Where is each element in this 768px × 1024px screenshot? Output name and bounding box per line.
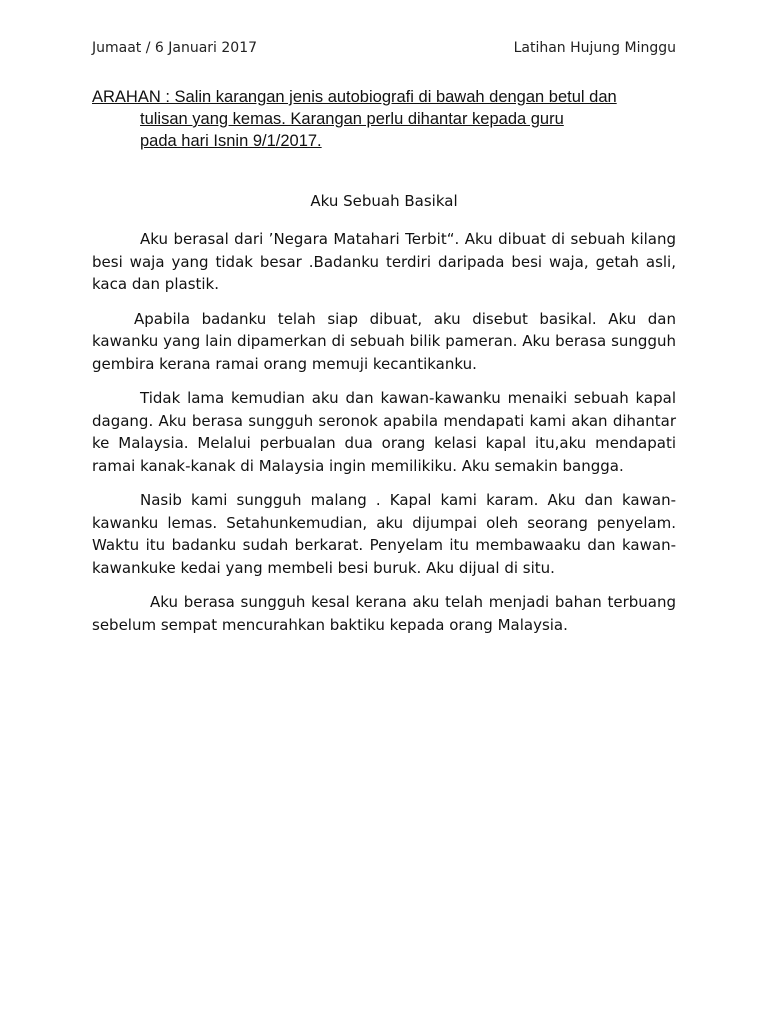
essay-paragraph-4: Nasib kami sungguh malang . Kapal kami karam. Aku dan kawan-kawanku lemas. Setahunkemudian, aku dijumpai oleh seorang penyelam. Waktu itu badanku sudah berkarat. Penyelam itu membawaaku dan kawan-kawankuke kedai yang membeli besi buruk. Aku dijual di situ. [92,491,676,577]
page-header [92,40,676,56]
essay-title: Aku Sebuah Basikal [310,192,458,210]
essay-paragraph-1: Aku berasal dari ’Negara Matahari Terbit“. Aku dibuat di sebuah kilang besi waja yang tidak besar .Badanku terdiri daripada besi waja, getah asli, kaca dan plastik. [92,230,676,293]
essay-paragraph-2: Apabila badanku telah siap dibuat, aku disebut basikal. Aku dan kawanku yang lain dipamerkan di sebuah bilik pameran. Aku berasa sungguh gembira kerana ramai orang memuji kecantikanku. [92,309,676,373]
instructions-line-2: tulisan yang kemas. Karangan perlu dihantar kepada guru [140,110,564,128]
essay-paragraph-3: Tidak lama kemudian aku dan kawan-kawanku menaiki sebuah kapal dagang. Aku berasa sungguh seronok apabila mendapati kami akan dihantar ke Malaysia. Melalui perbualan dua orang kelasi kapal itu,aku mendapati ramai kanak-kanak di Malaysia ingin memilikiku. Aku semakin bangga. [92,389,676,475]
header-label: Latihan Hujung Minggu [513,40,676,56]
instructions-line-3: pada hari Isnin 9/1/2017. [140,132,322,150]
essay-paragraph-5: Aku berasa sungguh kesal kerana aku telah menjadi bahan terbuang sebelum sempat mencurahkan baktiku kepada orang Malaysia. [92,593,676,634]
essay-body [92,228,676,648]
instructions-line-1: ARAHAN : Salin karangan jenis autobiografi di bawah dengan betul dan [92,88,617,106]
instructions-block [92,86,676,152]
header-date: Jumaat / 6 Januari 2017 [92,40,258,56]
